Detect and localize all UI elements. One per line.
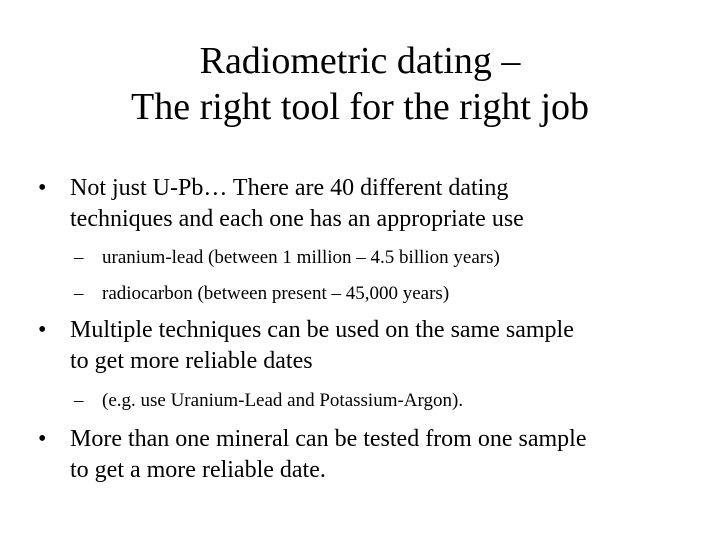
sub-bullet-marker: – bbox=[74, 283, 84, 304]
bullet-marker: • bbox=[38, 317, 47, 343]
bullet-item bbox=[38, 173, 690, 235]
title-line-1: Radiometric dating – bbox=[199, 40, 521, 82]
bullet-text-line: More than one mineral can be tested from one sample bbox=[70, 426, 587, 452]
bullet-text-line: Not just U-Pb… There are 40 different dating bbox=[70, 175, 509, 201]
sub-bullet-text: (e.g. use Uranium-Lead and Potassium-Argon). bbox=[102, 390, 464, 411]
sub-bullet-item bbox=[74, 389, 463, 413]
bullet-text-line: Multiple techniques can be used on the same sample bbox=[70, 317, 574, 343]
sub-bullet-item bbox=[74, 282, 449, 306]
sub-bullet-text: uranium-lead (between 1 million – 4.5 billion years) bbox=[102, 247, 500, 268]
bullet-text-line: techniques and each one has an appropriate use bbox=[70, 206, 524, 232]
sub-bullet-item bbox=[74, 246, 500, 270]
bullet-item bbox=[38, 315, 690, 377]
bullet-text-line: to get a more reliable date. bbox=[70, 457, 326, 483]
bullet-marker: • bbox=[38, 175, 47, 201]
title-line-2: The right tool for the right job bbox=[130, 86, 590, 128]
sub-bullet-marker: – bbox=[74, 247, 84, 268]
bullet-item bbox=[38, 424, 690, 486]
sub-bullet-text: radiocarbon (between present – 45,000 years) bbox=[102, 283, 450, 304]
bullet-text-line: to get more reliable dates bbox=[70, 348, 313, 374]
sub-bullet-marker: – bbox=[74, 390, 84, 411]
bullet-marker: • bbox=[38, 426, 47, 452]
